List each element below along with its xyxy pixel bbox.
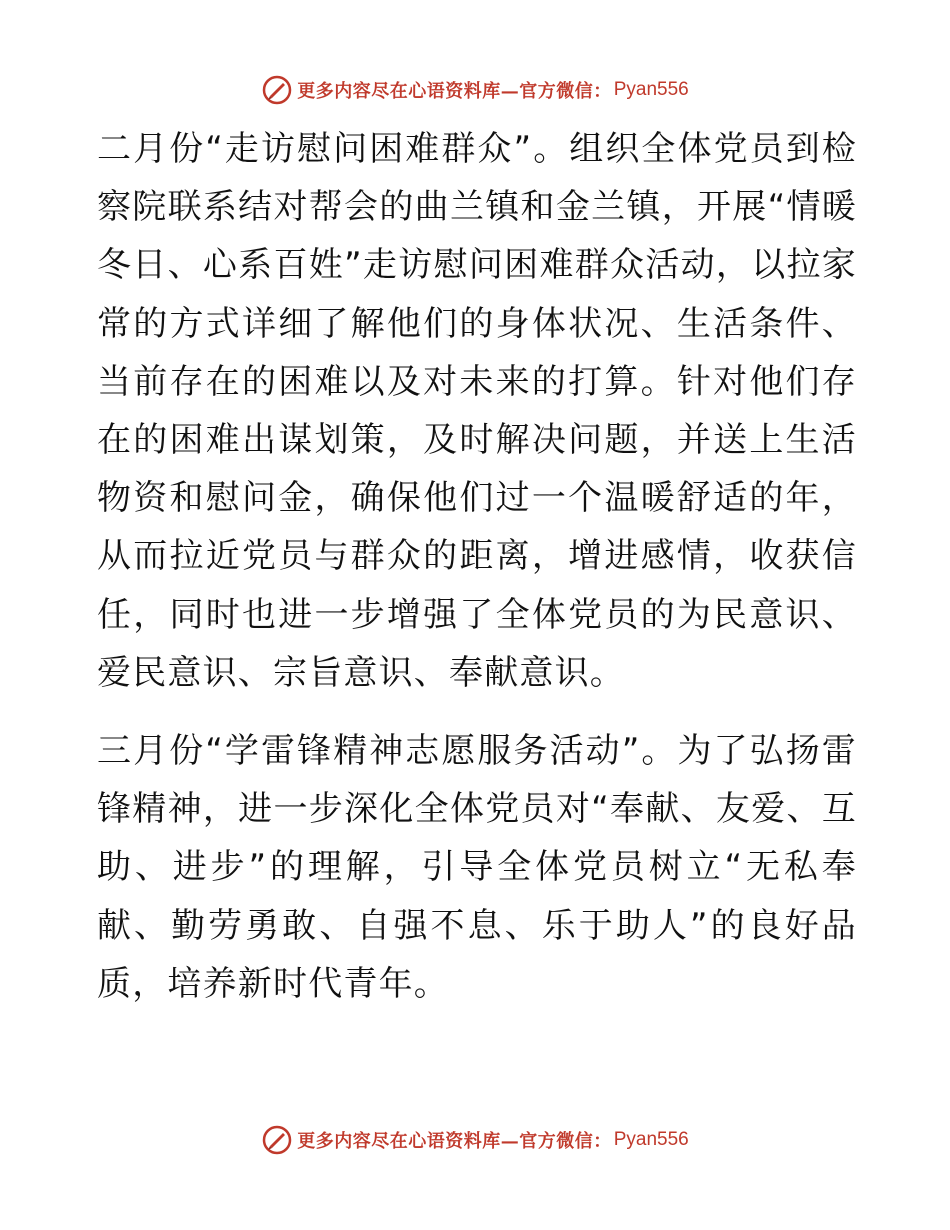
header-watermark-banner <box>0 70 950 110</box>
paragraph-february: 二月份“走访慰问困难群众”。组织全体党员到检察院联系结对帮会的曲兰镇和金兰镇，开展“情暖冬日、心系百姓”走访慰问困难群众活动，以拉家常的方式详细了解他们的身体状况、生活条件、当前存在的困难以及对未来的打算。针对他们存在的困难出谋划策，及时解决问题，并送上生活物资和慰问金，确保他们过一个温暖舒适的年，从而拉近党员与群众的距离，增进感情，收获信任，同时也进一步增强了全体党员的为民意识、爱民意识、宗旨意识、奉献意识。 <box>97 129 857 693</box>
quill-logo-icon <box>261 1124 293 1156</box>
footer-watermark-banner <box>0 1120 950 1160</box>
header-banner-wechat-id: Pyan556 <box>613 79 689 100</box>
footer-banner-wechat-id: Pyan556 <box>613 1129 689 1150</box>
header-banner-text: 更多内容尽在心语资料库—官方微信： <box>297 81 612 102</box>
document-body <box>97 120 857 1013</box>
paragraph-march: 三月份“学雷锋精神志愿服务活动”。为了弘扬雷锋精神，进一步深化全体党员对“奉献、友爱、互助、进步”的理解，引导全体党员树立“无私奉献、勤劳勇敢、自强不息、乐于助人”的良好品质，培养新时代青年。 <box>97 731 857 1004</box>
quill-logo-icon <box>261 74 293 106</box>
footer-banner-text: 更多内容尽在心语资料库—官方微信： <box>297 1131 612 1152</box>
